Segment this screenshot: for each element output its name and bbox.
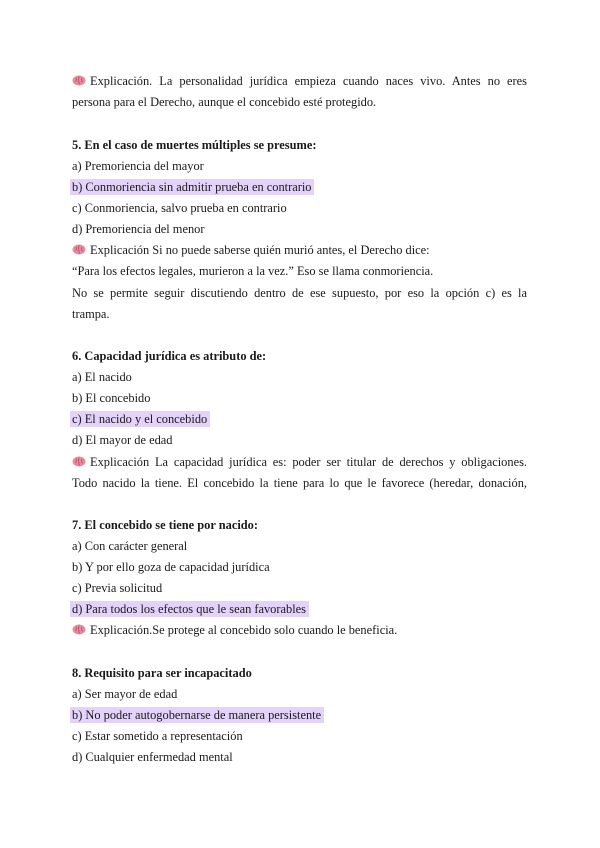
q7-option-d bbox=[72, 601, 309, 617]
brain-icon bbox=[72, 456, 86, 467]
q5-explanation-1: Explicación Si no puede saberse quién murió antes, el Derecho dice: bbox=[72, 242, 430, 258]
q6-explanation-2: Todo nacido la tiene. El concebido la tiene para lo que le favorece (heredar, donación, bbox=[72, 476, 527, 490]
q7-answer-highlight: d) Para todos los efectos que le sean favorables bbox=[70, 601, 309, 617]
q6-option-a: a) El nacido bbox=[72, 370, 132, 384]
q8-option-b bbox=[72, 707, 324, 723]
q5-option-c: c) Conmoriencia, salvo prueba en contrario bbox=[72, 201, 287, 215]
question-5-title: 5. En el caso de muertes múltiples se presume: bbox=[72, 138, 317, 152]
q8-option-c: c) Estar sometido a representación bbox=[72, 729, 243, 743]
q8-option-a: a) Ser mayor de edad bbox=[72, 687, 178, 701]
intro-line-1: Explicación. La personalidad jurídica empieza cuando naces vivo. Antes no eres bbox=[72, 73, 527, 89]
q6-option-b: b) El concebido bbox=[72, 391, 151, 405]
q7-explanation-1: Explicación.Se protege al concebido solo cuando le beneficia. bbox=[72, 622, 397, 638]
q5-explanation-4: trampa. bbox=[72, 307, 110, 321]
brain-icon bbox=[72, 244, 86, 255]
q5-option-d: d) Premoriencia del menor bbox=[72, 222, 205, 236]
brain-icon bbox=[72, 75, 86, 86]
q8-option-d: d) Cualquier enfermedad mental bbox=[72, 750, 233, 764]
q5-explanation-2: “Para los efectos legales, murieron a la vez.” Eso se llama conmoriencia. bbox=[72, 264, 434, 278]
q7-option-c: c) Previa solicitud bbox=[72, 581, 163, 595]
q6-explanation-1: Explicación La capacidad jurídica es: poder ser titular de derechos y obligaciones. bbox=[72, 454, 527, 470]
q8-answer-highlight: b) No poder autogobernarse de manera persistente bbox=[70, 707, 324, 723]
q6-option-c bbox=[72, 411, 210, 427]
q5-option-a: a) Premoriencia del mayor bbox=[72, 159, 204, 173]
q5-explanation-3: No se permite seguir discutiendo dentro de ese supuesto, por eso la opción c) es la bbox=[72, 286, 527, 300]
q5-answer-highlight: b) Conmoriencia sin admitir prueba en contrario bbox=[70, 179, 314, 195]
q6-option-d: d) El mayor de edad bbox=[72, 433, 173, 447]
question-6-title: 6. Capacidad jurídica es atributo de: bbox=[72, 349, 267, 363]
q5-option-b bbox=[72, 179, 314, 195]
question-8-title: 8. Requisito para ser incapacitado bbox=[72, 666, 252, 680]
question-7-title: 7. El concebido se tiene por nacido: bbox=[72, 518, 258, 532]
brain-icon bbox=[72, 624, 86, 635]
intro-line-2: persona para el Derecho, aunque el concebido esté protegido. bbox=[72, 95, 377, 109]
q7-option-b: b) Y por ello goza de capacidad jurídica bbox=[72, 560, 270, 574]
q6-answer-highlight: c) El nacido y el concebido bbox=[70, 411, 210, 427]
q7-option-a: a) Con carácter general bbox=[72, 539, 188, 553]
